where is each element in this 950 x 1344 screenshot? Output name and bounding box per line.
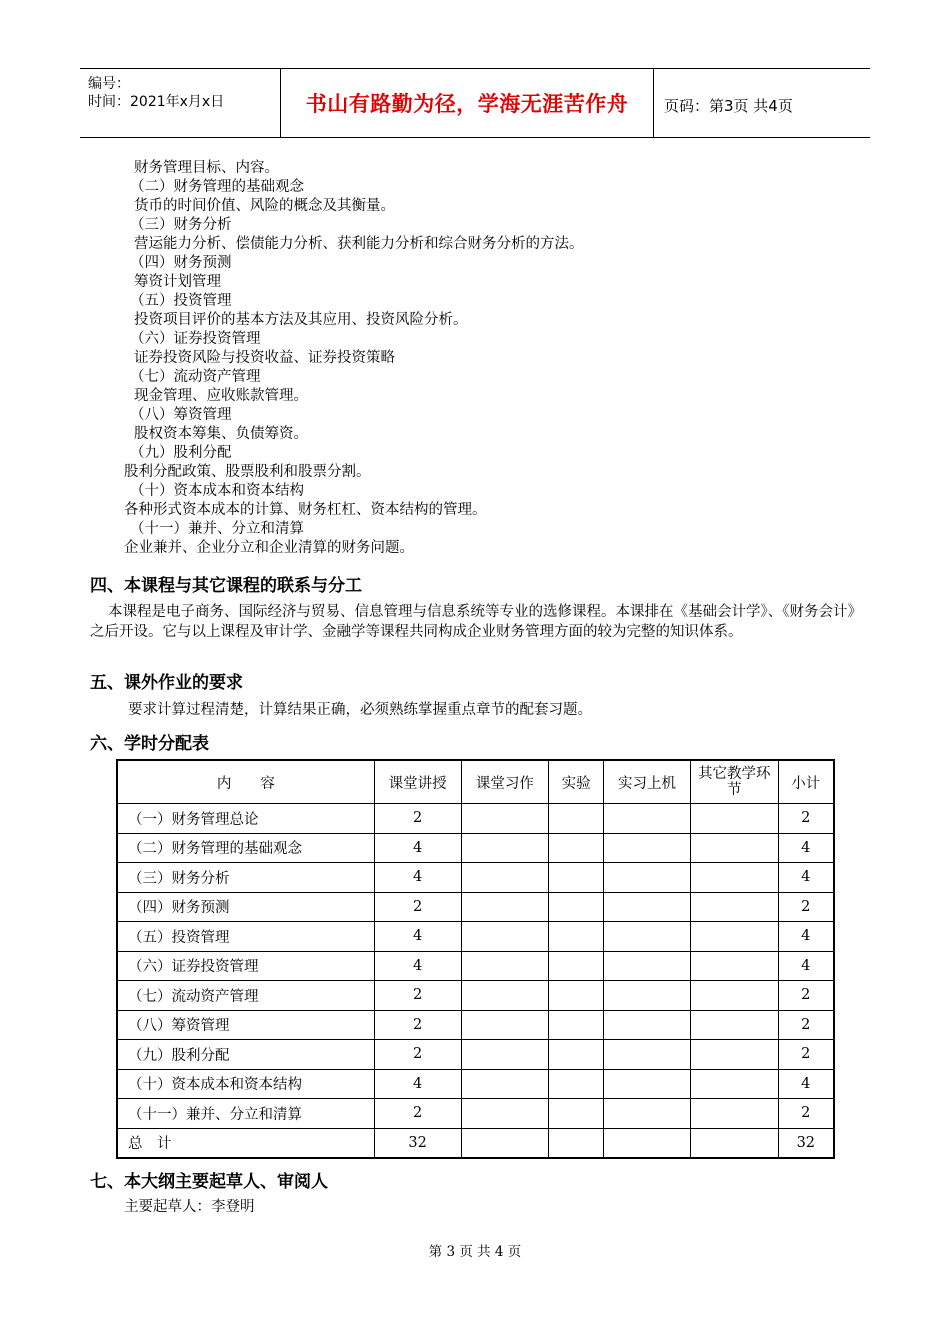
section-5-title: 五、课外作业的要求 bbox=[90, 673, 243, 693]
total-label: 总 计 bbox=[117, 1128, 374, 1158]
header-left-cell bbox=[80, 69, 281, 137]
cell-lab bbox=[549, 892, 604, 922]
content-line: （十一）兼并、分立和清算 bbox=[130, 521, 304, 537]
header-lecture: 课堂讲授 bbox=[374, 760, 461, 804]
section-4-title: 四、本课程与其它课程的联系与分工 bbox=[90, 576, 362, 596]
hours-table bbox=[116, 759, 835, 1159]
table-total-row bbox=[117, 1128, 834, 1158]
total-practice bbox=[604, 1128, 691, 1158]
content-line: （二）财务管理的基础观念 bbox=[130, 179, 304, 195]
cell-other bbox=[690, 833, 778, 863]
cell-name: （七）流动资产管理 bbox=[117, 981, 374, 1011]
cell-total: 4 bbox=[778, 922, 834, 952]
header-other: 其它教学环节 bbox=[690, 760, 778, 804]
section-6-title: 六、学时分配表 bbox=[90, 734, 209, 754]
cell-practice bbox=[604, 981, 691, 1011]
table-row bbox=[117, 863, 834, 893]
cell-total: 4 bbox=[778, 863, 834, 893]
table-row bbox=[117, 1010, 834, 1040]
section-7-title: 七、本大纲主要起草人、审阅人 bbox=[90, 1172, 328, 1192]
cell-name: （二）财务管理的基础观念 bbox=[117, 833, 374, 863]
cell-other bbox=[690, 1010, 778, 1040]
cell-other bbox=[690, 863, 778, 893]
cell-practice bbox=[604, 951, 691, 981]
header-practice: 实习上机 bbox=[604, 760, 691, 804]
cell-other bbox=[690, 951, 778, 981]
cell-practice bbox=[604, 1010, 691, 1040]
cell-lecture: 2 bbox=[374, 981, 461, 1011]
cell-lecture: 2 bbox=[374, 1040, 461, 1070]
header-exercise: 课堂习作 bbox=[461, 760, 549, 804]
table-row bbox=[117, 951, 834, 981]
content-line: （三）财务分析 bbox=[130, 217, 232, 233]
total-lecture: 32 bbox=[374, 1128, 461, 1158]
content-line: 营运能力分析、偿债能力分析、获利能力分析和综合财务分析的方法。 bbox=[134, 236, 584, 252]
cell-lecture: 2 bbox=[374, 1010, 461, 1040]
table-row bbox=[117, 1040, 834, 1070]
table-row bbox=[117, 833, 834, 863]
cell-total: 4 bbox=[778, 833, 834, 863]
cell-name: （三）财务分析 bbox=[117, 863, 374, 893]
cell-lecture: 4 bbox=[374, 922, 461, 952]
content-line: 企业兼并、企业分立和企业清算的财务问题。 bbox=[124, 540, 414, 556]
time-label: 时间：2021年x月x日 bbox=[88, 94, 225, 110]
drafter-line: 主要起草人：李登明 bbox=[124, 1199, 255, 1215]
cell-exercise bbox=[461, 981, 549, 1011]
cell-name: （六）证券投资管理 bbox=[117, 951, 374, 981]
table-row bbox=[117, 1069, 834, 1099]
cell-practice bbox=[604, 1069, 691, 1099]
content-line: （五）投资管理 bbox=[130, 293, 232, 309]
cell-exercise bbox=[461, 892, 549, 922]
header-total: 小计 bbox=[778, 760, 834, 804]
cell-lab bbox=[549, 1040, 604, 1070]
cell-lab bbox=[549, 1099, 604, 1129]
content-line: 财务管理目标、内容。 bbox=[134, 160, 279, 176]
content-line: 货币的时间价值、风险的概念及其衡量。 bbox=[134, 198, 395, 214]
table-row bbox=[117, 1099, 834, 1129]
cell-name: （八）筹资管理 bbox=[117, 1010, 374, 1040]
section-5-text: 要求计算过程清楚，计算结果正确，必须熟练掌握重点章节的配套习题。 bbox=[128, 702, 592, 718]
cell-total: 2 bbox=[778, 1040, 834, 1070]
cell-practice bbox=[604, 1099, 691, 1129]
cell-lecture: 2 bbox=[374, 892, 461, 922]
cell-practice bbox=[604, 892, 691, 922]
cell-lecture: 4 bbox=[374, 833, 461, 863]
cell-lab bbox=[549, 804, 604, 834]
cell-total: 2 bbox=[778, 892, 834, 922]
cell-lab bbox=[549, 1069, 604, 1099]
cell-lab bbox=[549, 922, 604, 952]
cell-exercise bbox=[461, 951, 549, 981]
cell-lab bbox=[549, 833, 604, 863]
content-line: （八）筹资管理 bbox=[130, 407, 232, 423]
cell-name: （十一）兼并、分立和清算 bbox=[117, 1099, 374, 1129]
content-line: （九）股利分配 bbox=[130, 445, 232, 461]
cell-name: （五）投资管理 bbox=[117, 922, 374, 952]
cell-other bbox=[690, 1040, 778, 1070]
total-lab bbox=[549, 1128, 604, 1158]
table-header-row bbox=[117, 760, 834, 804]
content-line: 现金管理、应收账款管理。 bbox=[134, 388, 308, 404]
cell-lecture: 4 bbox=[374, 863, 461, 893]
cell-total: 2 bbox=[778, 981, 834, 1011]
cell-lab bbox=[549, 863, 604, 893]
content-line: （四）财务预测 bbox=[130, 255, 232, 271]
cell-other bbox=[690, 1099, 778, 1129]
section-4-text: 本课程是电子商务、国际经济与贸易、信息管理与信息系统等专业的选修课程。本课排在《基础会计学》、《财务会计》之后开设。它与以上课程及审计学、金融学等课程共同构成企业财务管理方面的较为完整的知识体系。 bbox=[90, 604, 862, 640]
total-other bbox=[690, 1128, 778, 1158]
cell-exercise bbox=[461, 863, 549, 893]
cell-other bbox=[690, 892, 778, 922]
header-lab: 实验 bbox=[549, 760, 604, 804]
table-row bbox=[117, 922, 834, 952]
serial-label: 编号： bbox=[88, 76, 130, 92]
content-line: 投资项目评价的基本方法及其应用、投资风险分析。 bbox=[134, 312, 468, 328]
cell-exercise bbox=[461, 1010, 549, 1040]
cell-practice bbox=[604, 804, 691, 834]
content-line: 各种形式资本成本的计算、财务杠杠、资本结构的管理。 bbox=[124, 502, 487, 518]
cell-name: （四）财务预测 bbox=[117, 892, 374, 922]
total-total: 32 bbox=[778, 1128, 834, 1158]
content-line: （六）证券投资管理 bbox=[130, 331, 261, 347]
cell-lab bbox=[549, 951, 604, 981]
cell-exercise bbox=[461, 804, 549, 834]
content-line: 股利分配政策、股票股利和股票分割。 bbox=[124, 464, 371, 480]
cell-total: 2 bbox=[778, 1099, 834, 1129]
content-line: （十）资本成本和资本结构 bbox=[130, 483, 304, 499]
cell-exercise bbox=[461, 1099, 549, 1129]
total-exercise bbox=[461, 1128, 549, 1158]
cell-lab bbox=[549, 981, 604, 1011]
cell-name: （九）股利分配 bbox=[117, 1040, 374, 1070]
cell-practice bbox=[604, 833, 691, 863]
table-row bbox=[117, 892, 834, 922]
header-page-label: 页码：第3页 共4页 bbox=[664, 97, 793, 115]
content-line: 筹资计划管理 bbox=[134, 274, 221, 290]
header-motto: 书山有路勤为径，学海无涯苦作舟 bbox=[281, 69, 654, 137]
content-line: 股权资本筹集、负债筹资。 bbox=[134, 426, 308, 442]
cell-total: 2 bbox=[778, 1010, 834, 1040]
cell-exercise bbox=[461, 1069, 549, 1099]
cell-lecture: 2 bbox=[374, 1099, 461, 1129]
cell-lecture: 4 bbox=[374, 1069, 461, 1099]
cell-exercise bbox=[461, 922, 549, 952]
cell-name: （十）资本成本和资本结构 bbox=[117, 1069, 374, 1099]
cell-practice bbox=[604, 1040, 691, 1070]
cell-exercise bbox=[461, 833, 549, 863]
cell-other bbox=[690, 981, 778, 1011]
cell-other bbox=[690, 1069, 778, 1099]
cell-total: 2 bbox=[778, 804, 834, 834]
table-row bbox=[117, 981, 834, 1011]
page-header bbox=[80, 68, 870, 138]
cell-practice bbox=[604, 922, 691, 952]
cell-name: （一）财务管理总论 bbox=[117, 804, 374, 834]
header-content: 内 容 bbox=[117, 760, 374, 804]
cell-other bbox=[690, 804, 778, 834]
cell-lab bbox=[549, 1010, 604, 1040]
cell-other bbox=[690, 922, 778, 952]
cell-practice bbox=[604, 863, 691, 893]
content-line: （七）流动资产管理 bbox=[130, 369, 261, 385]
content-line: 证券投资风险与投资收益、证券投资策略 bbox=[134, 350, 395, 366]
page-footer: 第 3 页 共 4 页 bbox=[428, 1244, 522, 1260]
cell-total: 4 bbox=[778, 951, 834, 981]
cell-lecture: 4 bbox=[374, 951, 461, 981]
table-row bbox=[117, 804, 834, 834]
cell-exercise bbox=[461, 1040, 549, 1070]
cell-total: 4 bbox=[778, 1069, 834, 1099]
cell-lecture: 2 bbox=[374, 804, 461, 834]
